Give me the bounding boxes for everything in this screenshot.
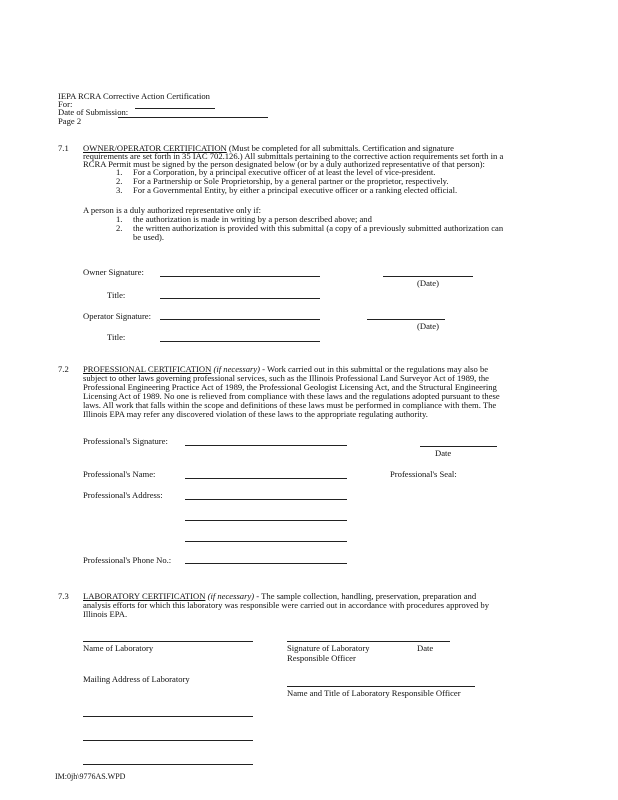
professional-signature-field[interactable]: [185, 445, 347, 446]
professional-signature-label: Professional's Signature:: [83, 436, 168, 446]
file-reference: IM:0jh\9776AS.WPD: [55, 772, 126, 781]
owner-date-field[interactable]: [383, 276, 473, 277]
section-number: 7.1: [58, 143, 69, 153]
paragraph-line: requirements are set forth in 35 IAC 702.126.) All submittals pertaining to the corrective action requirements set forth in a: [83, 151, 504, 161]
laboratory-signature-label: Responsible Officer: [287, 653, 356, 663]
owner-signature-field[interactable]: [160, 276, 320, 277]
owner-title-field[interactable]: [160, 298, 320, 299]
professional-address-label: Professional's Address:: [83, 490, 163, 500]
section-7-1-text: OWNER/OPERATOR CERTIFICATION (Must be completed for all submittals. Certification and signature: [83, 143, 454, 153]
laboratory-name-field[interactable]: [83, 641, 253, 642]
professional-name-field[interactable]: [185, 478, 347, 479]
paragraph-line: Professional Engineering Practice Act of 1989, the Professional Geologist Licensing Act, and the Structural Engineering: [83, 382, 497, 392]
page-number: Page 2: [58, 116, 82, 126]
date-label: (Date): [417, 321, 439, 331]
professional-name-label: Professional's Name:: [83, 469, 156, 479]
date-of-submission-label: Date of Submission:: [58, 107, 129, 117]
form-title: IEPA RCRA Corrective Action Certification: [58, 91, 210, 101]
operator-date-field[interactable]: [367, 319, 445, 320]
operator-title-label: Title:: [107, 332, 126, 342]
section-number: 7.2: [58, 364, 69, 374]
list-item: the written authorization is provided with this submittal (a copy of a previously submitted authorization can: [133, 223, 504, 233]
laboratory-address-field[interactable]: [83, 716, 253, 717]
operator-signature-label: Operator Signature:: [83, 311, 152, 321]
professional-address-field[interactable]: [185, 541, 347, 542]
paragraph-line: laws. All work that falls within the scope and definitions of these laws must be performed in compliance with them. The: [83, 400, 497, 410]
paragraph-line: A person is a duly authorized representative only if:: [83, 205, 262, 215]
paragraph-line: analysis efforts for which this laboratory was responsible were carried out in accordance with procedures approved by: [83, 600, 489, 610]
list-item: be used).: [133, 232, 165, 242]
laboratory-address-label: Mailing Address of Laboratory: [83, 674, 190, 684]
date-of-submission-field[interactable]: [118, 117, 268, 118]
section-7-2-text: PROFESSIONAL CERTIFICATION (if necessary) - Work carried out in this submittal or the regulations may also be: [83, 364, 489, 374]
paragraph-line: subject to other laws governing professional services, such as the Illinois Professional Land Surveyor Act of 1989, the: [83, 373, 489, 383]
list-number: 3.: [116, 185, 123, 195]
officer-name-title-label: Name and Title of Laboratory Responsible Officer: [287, 688, 461, 698]
laboratory-address-field[interactable]: [83, 764, 253, 765]
paragraph-line: Illinois EPA may refer any discovered violation of these laws to the appropriate regulating authority.: [83, 409, 428, 419]
professional-address-field[interactable]: [185, 520, 347, 521]
date-label: (Date): [417, 278, 439, 288]
owner-title-label: Title:: [107, 290, 126, 300]
laboratory-name-label: Name of Laboratory: [83, 643, 154, 653]
operator-signature-field[interactable]: [160, 319, 320, 320]
paragraph-line: Illinois EPA.: [83, 609, 128, 619]
section-7-3-text: LABORATORY CERTIFICATION (if necessary) - The sample collection, handling, preservation, preparation and: [83, 591, 477, 601]
paragraph-line: Licensing Act of 1989. No one is relieved from compliance with these laws and the regulations adopted pursuant to these: [83, 391, 500, 401]
operator-title-field[interactable]: [160, 341, 320, 342]
officer-name-title-field[interactable]: [287, 686, 475, 687]
date-label: Date: [435, 448, 452, 458]
list-item: For a Corporation, by a principal executive officer of at least the level of vice-president.: [133, 167, 436, 177]
owner-signature-label: Owner Signature:: [83, 267, 144, 277]
date-label: Date: [417, 643, 434, 653]
list-number: 2.: [116, 223, 123, 233]
laboratory-signature-label: Signature of Laboratory: [287, 643, 370, 653]
list-number: 1.: [116, 167, 123, 177]
list-number: 1.: [116, 214, 123, 224]
section-number: 7.3: [58, 591, 69, 601]
professional-phone-label: Professional's Phone No.:: [83, 555, 172, 565]
professional-address-field[interactable]: [185, 499, 347, 500]
laboratory-signature-field[interactable]: [287, 641, 450, 642]
laboratory-address-field[interactable]: [83, 740, 253, 741]
paragraph-line: RCRA Permit must be signed by the person designated below (or by a duly authorized representative of that person):: [83, 159, 485, 169]
professional-phone-field[interactable]: [185, 563, 347, 564]
list-item: the authorization is made in writing by a person described above; and: [133, 214, 372, 224]
list-item: For a Partnership or Sole Proprietorship, by a general partner or the proprietor, respectively.: [133, 176, 449, 186]
list-item: For a Governmental Entity, by either a principal executive officer or a ranking elected official.: [133, 185, 458, 195]
list-number: 2.: [116, 176, 123, 186]
professional-date-field[interactable]: [420, 446, 497, 447]
professional-seal-label: Professional's Seal:: [390, 469, 457, 479]
for-label: For:: [58, 99, 73, 109]
